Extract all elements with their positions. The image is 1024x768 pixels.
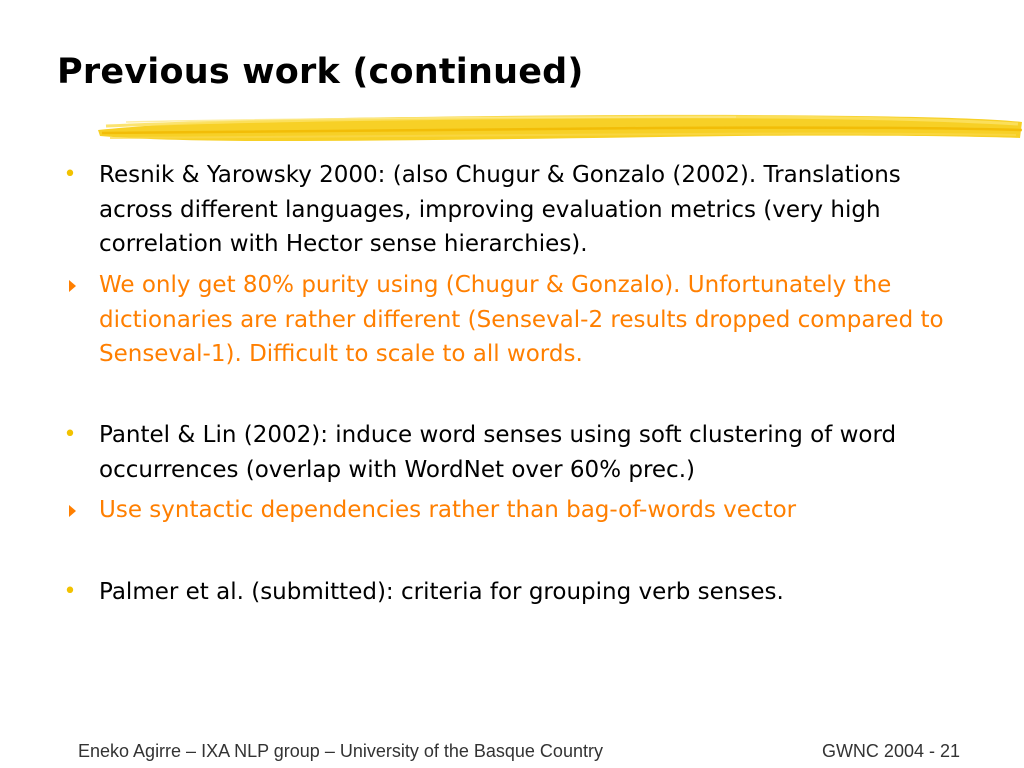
bullet-dot-icon: • <box>63 422 77 447</box>
item-text: Palmer et al. (submitted): criteria for grouping verb senses. <box>99 579 784 605</box>
item-text: Use syntactic dependencies rather than bag-of-words vector <box>99 497 797 523</box>
list-item <box>63 575 959 610</box>
sub-list-item <box>99 493 959 528</box>
item-text: Resnik & Yarowsky 2000: (also Chugur & Gonzalo (2002). Translations across different languages, improving evaluation metrics (very high correlation with Hector sense hierarchies). <box>99 162 901 257</box>
bullet-dot-icon: • <box>63 579 77 604</box>
sub-list-item <box>99 268 959 372</box>
slide-title: Previous work (continued) <box>57 52 584 92</box>
item-text: We only get 80% purity using (Chugur & Gonzalo). Unfortunately the dictionaries are rather different (Senseval-2 results dropped compared to Senseval-1). Difficult to scale to all words. <box>99 272 944 367</box>
triangle-right-icon <box>69 280 76 292</box>
bullet-dot-icon: • <box>63 162 77 187</box>
footer-author: Eneko Agirre – IXA NLP group – University of the Basque Country <box>78 741 603 761</box>
list-item <box>63 158 959 262</box>
list-item <box>63 418 959 487</box>
triangle-right-icon <box>69 505 76 517</box>
title-underline-brush-stroke <box>96 108 1024 148</box>
footer-slide-number: GWNC 2004 - 21 <box>821 741 960 761</box>
item-text: Pantel & Lin (2002): induce word senses using soft clustering of word occurrences (overlap with WordNet over 60% prec.) <box>99 422 897 483</box>
